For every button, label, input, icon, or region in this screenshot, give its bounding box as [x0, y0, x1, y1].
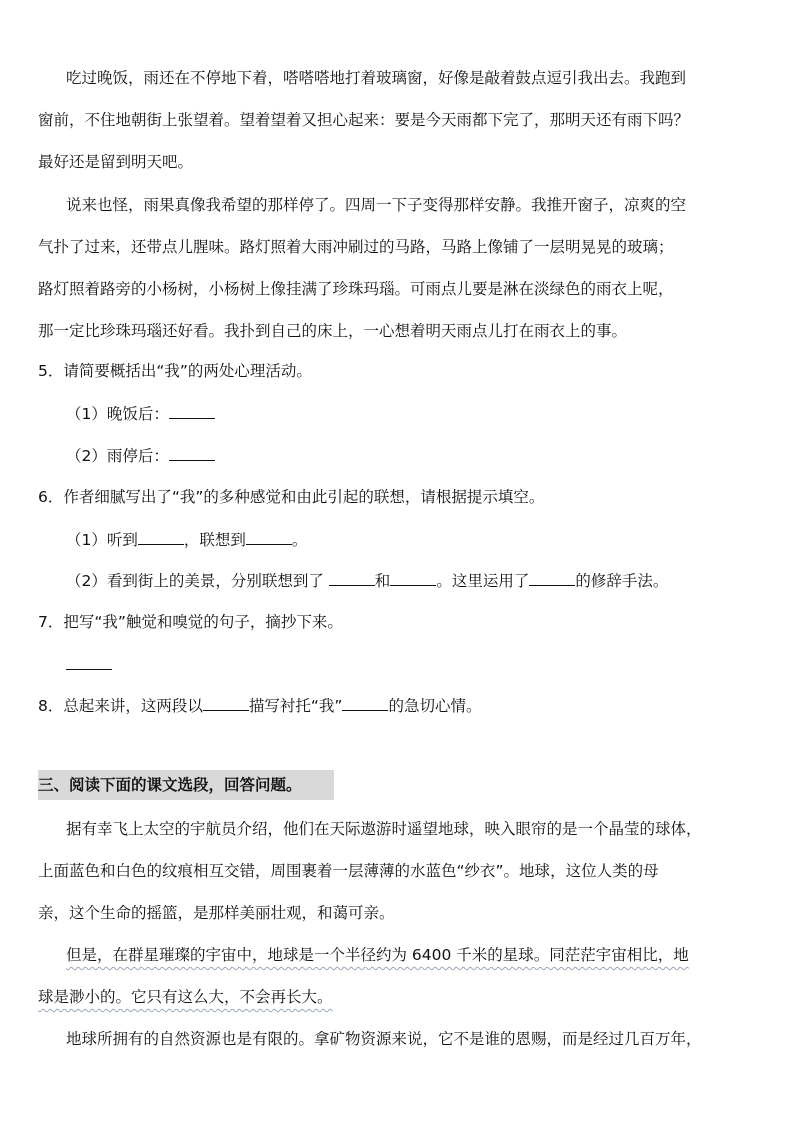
question-8-text-c: 的急切心情。 [388, 697, 482, 715]
question-5-2 [66, 444, 215, 467]
section3-p2-line1-text: 但是，在群星璀璨的宇宙中，地球是一个半径约为 6400 千米的星球。同茫茫宇宙相比，地 [66, 946, 689, 964]
section3-p3-line1: 地球所拥有的自然资源也是有限的。拿矿物资源来说，它不是谁的恩赐，而是经过几百万年， [66, 1030, 702, 1048]
question-5-2-label: （2）雨停后： [66, 447, 169, 465]
section3-p2-line1 [66, 944, 689, 966]
question-5-1 [66, 402, 215, 425]
passage1-p2-line3: 路灯照着路旁的小杨树，小杨树上像挂满了珍珠玛瑙。可雨点儿要是淋在淡绿色的雨衣上呢， [38, 280, 674, 298]
section3-p1-line2: 上面蓝色和白色的纹痕相互交错，周围裹着一层薄薄的水蓝色“纱衣”。地球，这位人类的母 [38, 862, 659, 880]
section3-p1-line3: 亲，这个生命的摇篮，是那样美丽壮观，和蔼可亲。 [38, 904, 395, 922]
answer-blank[interactable] [66, 653, 112, 670]
passage1-p1-line3: 最好还是留到明天吧。 [38, 153, 194, 171]
question-7-answer [66, 653, 112, 676]
passage1-p1-line2: 窗前，不住地朝街上张望着。望着望着又担心起来：要是今天雨都下完了，那明天还有雨下吗？ [38, 111, 690, 129]
section3-p1-line1: 据有幸飞上太空的宇航员介绍，他们在天际遨游时遥望地球，映入眼帘的是一个晶莹的球体， [66, 820, 702, 838]
passage1-p2-line2: 气扑了过来，还带点儿腥味。路灯照着大雨冲刷过的马路，马路上像铺了一层明晃晃的玻璃； [38, 238, 674, 256]
question-6-1 [66, 528, 307, 551]
answer-blank[interactable] [246, 528, 292, 545]
answer-blank[interactable] [169, 402, 215, 419]
question-5: 5．请简要概括出“我”的两处心理活动。 [38, 362, 312, 380]
answer-blank[interactable] [329, 569, 375, 586]
question-7: 7．把写“我”触觉和嗅觉的句子，摘抄下来。 [38, 613, 343, 631]
question-6-1-text-b: ，联想到 [183, 531, 246, 549]
question-6-2-text-a: （2）看到街上的美景，分别联想到了 [66, 572, 329, 590]
question-6-2 [66, 569, 668, 592]
answer-blank[interactable] [169, 444, 215, 461]
question-6-1-text-a: （1）听到 [66, 531, 138, 549]
question-6-1-text-c: 。 [291, 531, 308, 549]
answer-blank[interactable] [390, 569, 436, 586]
answer-blank[interactable] [529, 569, 575, 586]
question-8-text-a: 8．总起来讲，这两段以 [38, 697, 203, 715]
answer-blank[interactable] [203, 694, 249, 711]
question-5-1-label: （1）晚饭后： [66, 405, 169, 423]
passage1-p1-line1: 吃过晚饭，雨还在不停地下着，嗒嗒嗒地打着玻璃窗，好像是敲着鼓点逗引我出去。我跑到 [66, 69, 687, 87]
question-8 [38, 694, 481, 717]
question-6-2-text-c: 。这里运用了 [436, 572, 530, 590]
passage1-p2-line1: 说来也怪，雨果真像我希望的那样停了。四周一下子变得那样安静。我推开窗子，凉爽的空 [66, 196, 687, 214]
question-6: 6．作者细腻写出了“我”的多种感觉和由此引起的联想，请根据提示填空。 [38, 488, 545, 506]
question-6-2-text-d: 的修辞手法。 [575, 572, 669, 590]
question-6-2-text-b: 和 [374, 572, 391, 590]
section-3-heading: 三、阅读下面的课文选段，回答问题。 [38, 770, 334, 800]
passage1-p2-line4: 那一定比珍珠玛瑙还好看。我扑到自己的床上，一心想着明天雨点儿打在雨衣上的事。 [38, 322, 628, 340]
section3-p2-line2-text: 球是渺小的。它只有这么大，不会再长大。 [38, 988, 333, 1006]
section3-p2-line2 [38, 986, 333, 1008]
answer-blank[interactable] [342, 694, 388, 711]
question-8-text-b: 描写衬托“我” [248, 697, 343, 715]
answer-blank[interactable] [138, 528, 184, 545]
